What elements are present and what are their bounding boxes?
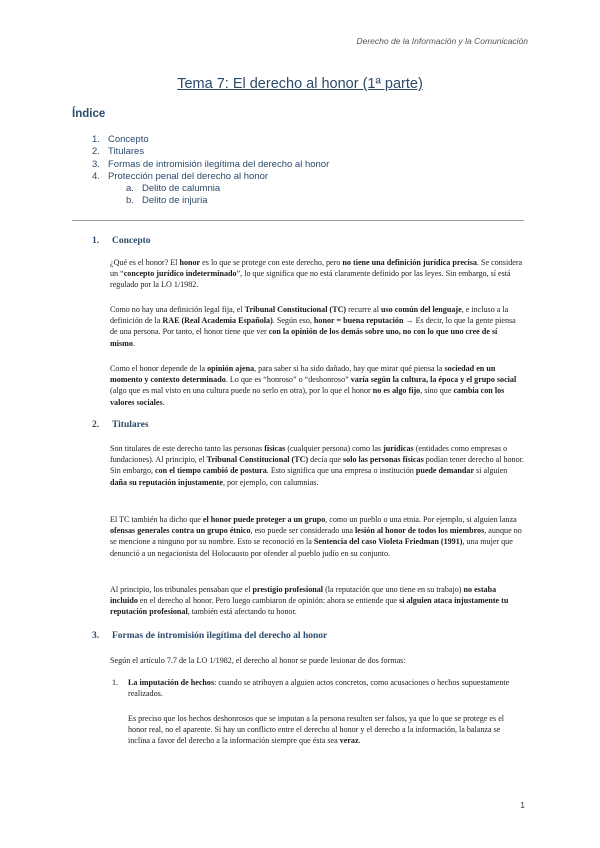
page-number: 1 (520, 800, 525, 810)
table-of-contents (92, 134, 329, 208)
index-heading: Índice (72, 108, 106, 120)
toc-item-titulares[interactable]: 2. Titulares (92, 146, 145, 158)
toc-item-formas[interactable]: 3. Formas de intromisión ilegítima del derecho al honor (92, 158, 330, 170)
document-header-note: Derecho de la Información y la Comunicación (356, 36, 528, 46)
section-divider (72, 220, 524, 221)
section-2-paragraph-2: El TC también ha dicho que el honor puede proteger a un grupo, como un pueblo o una etnia. Por ejemplo, si alguien lanza ofensas generales contra un grupo étnico, eso puede ser considerado una lesión al honor de todos los miembros, aunque no se mencione a ninguno por su nombre. Esto se reconoció en la Sentencia del caso Violeta Friedman (1991), una mujer que denunció a un negacionista del Holocausto por ofender al pueblo judío en su conjunto. (110, 515, 522, 558)
toc-item-concepto[interactable]: 1. Concepto (92, 134, 149, 145)
section-1-paragraph-3: Como el honor depende de la opinión ajena, para saber si ha sido dañado, hay que mirar qué piensa la sociedad en un momento y contexto determinado. Lo que es “honroso” o “deshonroso” varía según la cultura, la época y el grupo social (algo que es mal visto en una cultura puede no serlo en otra), por lo que el honor no es algo fijo, sino que cambia con los valores sociales. (110, 364, 517, 407)
section-2-paragraph-1: Son titulares de este derecho tanto las personas físicas (cualquier persona) como las jurídicas (entidades como empresas o fundaciones). Al principio, el Tribunal Constitucional (TC) decía que solo las personas físicas podían tener derecho al honor. Sin embargo, con el tiempo cambió de postura. Esto significa que una empresa o institución puede demandar si alguien daña su reputación injustamente, por ejemplo, con calumnias. (110, 444, 524, 487)
section-3-list-item-1: 1. La imputación de hechos: cuando se atribuyen a alguien actos concretos, como acusaciones o hechos supuestamente realizados. (112, 678, 510, 699)
toc-item-injuria[interactable]: b. Delito de injuria (126, 195, 208, 207)
section-2-heading: 2. Titulares (92, 420, 149, 430)
toc-item-calumnia[interactable]: a. Delito de calumnia (126, 183, 221, 195)
section-1-paragraph-2: Como no hay una definición legal fija, el Tribunal Constitucional (TC) recurre al uso común del lenguaje, e incluso a la definición de la RAE (Real Academia Española). Según eso, honor = buena reputación → Es decir, lo que la gente piensa de una persona. Por tanto, el honor tiene que ver con la opinión de los demás sobre uno, no con lo que uno cree de sí mismo. (110, 305, 516, 348)
section-1-paragraph-1: ¿Qué es el honor? El honor es lo que se protege con este derecho, pero no tiene una definición jurídica precisa. Se considera un “concepto jurídico indeterminado”, lo que significa que no está claramente definido por las leyes. Sin embargo, sí está regulado por la LO 1/1982. (110, 258, 523, 290)
section-1-heading: 1. Concepto (92, 236, 151, 246)
section-3-list-item-1-detail: Es preciso que los hechos deshonrosos que se imputan a la persona resulten ser falsos, ya que lo que se protege es el honor real, no el aparente. Si hay un conflicto entre el derecho al honor y el derecho a la información, la balanza se inclina a favor del derecho a la información siempre que ésta sea veraz. (128, 714, 505, 746)
toc-item-proteccion[interactable]: 4. Protección penal del derecho al honor (92, 170, 269, 182)
section-3-heading: 3. Formas de intromisión ilegítima del derecho al honor (92, 631, 328, 641)
section-2-paragraph-3: Al principio, los tribunales pensaban que el prestigio profesional (la reputación que uno tiene en su trabajo) no estaba incluido en el derecho al honor. Pero luego cambiaron de opinión: ahora se entiende que si alguien ataca injustamente tu reputación profesional, también está afectando tu honor. (110, 585, 509, 617)
section-3-intro: Según el artículo 7.7 de la LO 1/1982, el derecho al honor se puede lesionar de dos formas: (110, 656, 406, 665)
page-title: Tema 7: El derecho al honor (1ª parte) (177, 76, 423, 92)
